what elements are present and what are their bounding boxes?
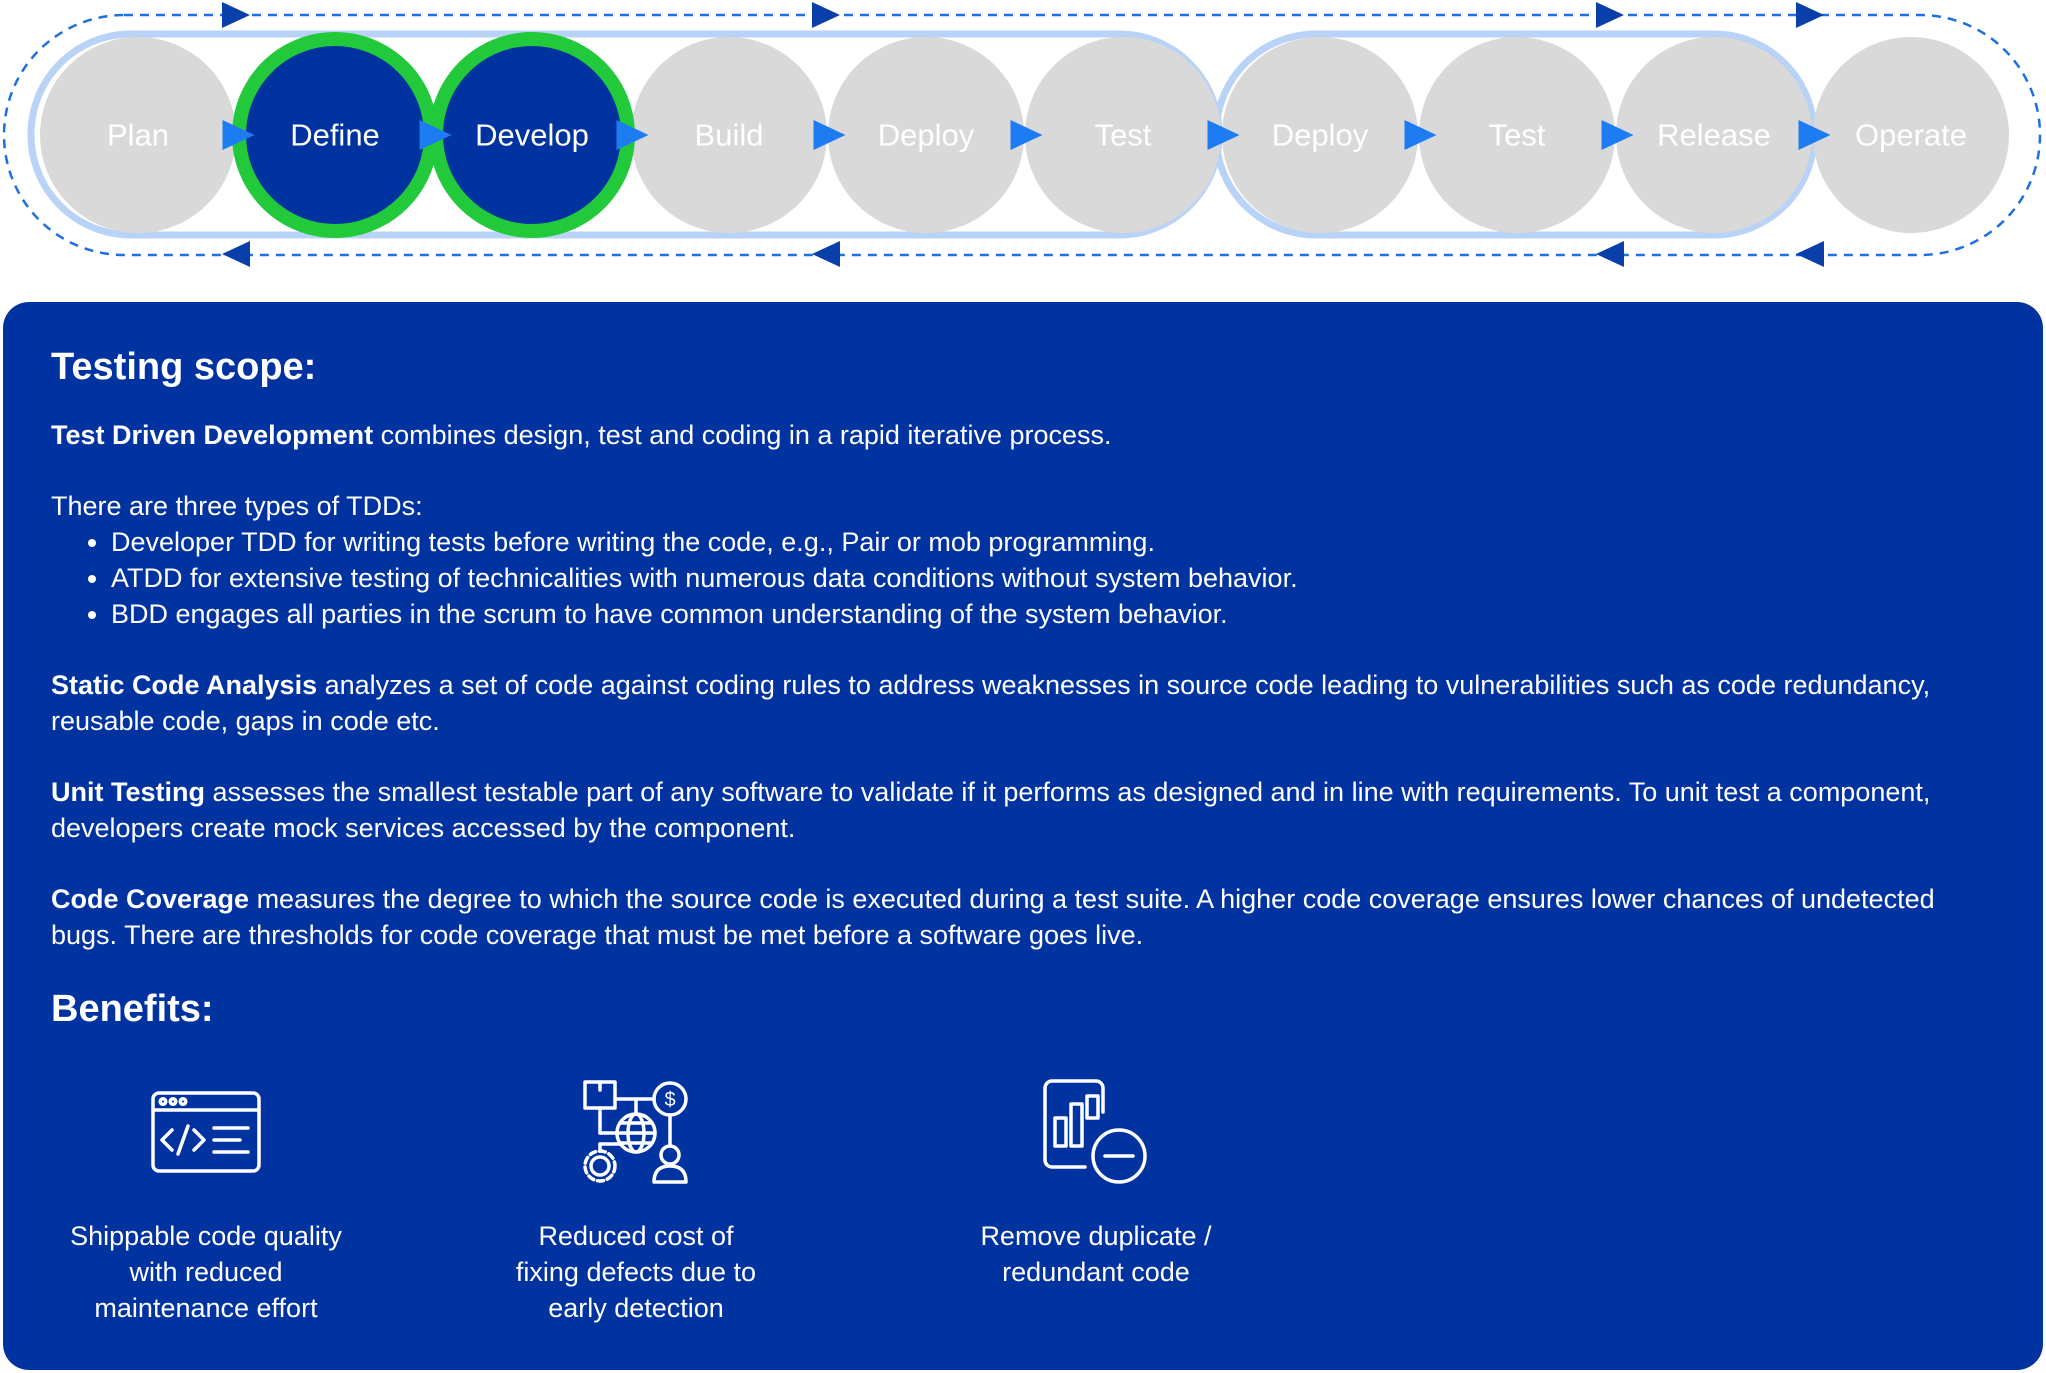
benefit-line: with reduced [129,1257,283,1287]
unit-testing-text: assesses the smallest testable part of any software to validate if it performs as designed and in line with requirements. To unit test a component, developers create mock services accessed by the component. [51,777,1931,843]
tdd-type-item: • Developer TDD for writing tests before writing the code, e.g., Pair or mob programming. [111,524,1997,560]
loop-arrows-bottom [222,241,1824,267]
svg-text:$: $ [664,1089,676,1111]
benefit-item [915,1078,1277,1290]
tdd-text: combines design, test and coding in a rapid iterative process. [373,420,1112,450]
code-window-icon [150,1090,262,1174]
benefit-line: Remove duplicate / [980,1221,1212,1251]
remove-chart-icon [1041,1078,1151,1186]
tdd-types-list [51,524,1997,632]
testing-scope-title: Testing scope: [51,346,317,388]
benefit-line: early detection [548,1293,724,1323]
cost-network-icon [581,1078,691,1186]
code-coverage-text: measures the degree to which the source code is executed during a test suite. A higher code coverage ensures lower chances of undetected bugs. There are thresholds for code coverage that must be met before a software goes live. [51,884,1935,950]
stage-label-define: Define [290,117,380,153]
unit-testing-term: Unit Testing [51,777,205,807]
benefit-line: fixing defects due to [515,1257,757,1287]
benefit-item [455,1078,817,1326]
code-coverage-paragraph [51,881,1997,953]
static-analysis-text: analyzes a set of code against coding rules to address weaknesses in source code leading to vulnerabilities such as code redundancy, reusable code, gaps in code etc. [51,670,1931,736]
unit-testing-paragraph [51,774,1997,846]
tdd-type-item: • ATDD for extensive testing of technicalities with numerous data conditions without system behavior. [111,560,1997,596]
tdd-type-item: • BDD engages all parties in the scrum to have common understanding of the system behavior. [111,596,1997,632]
tdd-term: Test Driven Development [51,420,374,450]
stage-label-test: Test [1488,117,1546,153]
stage-label-deploy: Deploy [877,117,975,153]
code-coverage-term: Code Coverage [51,884,250,914]
stage-label-test: Test [1094,117,1152,153]
stage-label-plan: Plan [106,117,170,153]
tdd-types-intro: There are three types of TDDs: [51,491,423,521]
tdd-paragraph [51,417,1997,453]
pipeline-diagram [0,0,2046,280]
stage-label-operate: Operate [1854,117,1968,153]
testing-scope-panel [3,302,2043,1370]
stage-label-deploy: Deploy [1271,117,1369,153]
tdd-types [51,488,1997,632]
static-analysis-term: Static Code Analysis [51,670,318,700]
benefit-line: Shippable code quality [70,1221,342,1251]
stage-label-develop: Develop [475,117,589,153]
benefit-line: redundant code [1002,1257,1190,1287]
benefit-line: maintenance effort [94,1293,318,1323]
benefits-title: Benefits: [51,988,214,1030]
static-analysis-paragraph [51,667,1997,739]
benefit-item [25,1090,387,1326]
stage-label-build: Build [694,117,764,153]
stage-label-release: Release [1657,117,1771,153]
benefit-line: Reduced cost of [538,1221,734,1251]
